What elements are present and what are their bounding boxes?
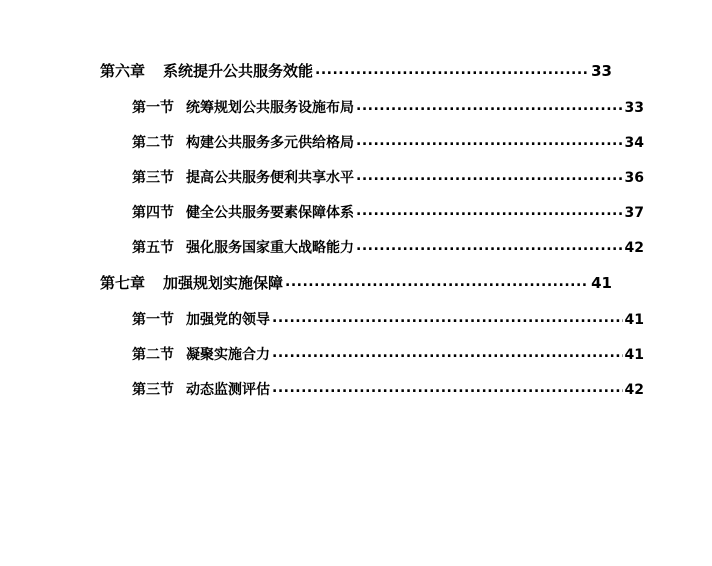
toc-entry-page-number: 33 <box>591 62 612 80</box>
toc-entry[interactable] <box>132 237 644 257</box>
toc-entry-page-number: 42 <box>624 240 644 256</box>
toc-entry[interactable] <box>132 132 644 152</box>
toc-leader-dots <box>272 312 623 326</box>
table-of-contents <box>100 60 644 399</box>
toc-entry-label: 第一节 <box>132 100 174 116</box>
toc-entry-title: 健全公共服务要素保障体系 <box>186 205 354 221</box>
toc-entry-label: 第三节 <box>132 382 174 398</box>
toc-leader-dots <box>356 170 623 184</box>
toc-leader-dots <box>356 100 623 114</box>
toc-entry-label: 第一节 <box>132 312 174 328</box>
toc-leader-dots <box>272 382 623 396</box>
toc-entry-page-number: 41 <box>624 347 644 363</box>
toc-leader-dots <box>285 276 589 291</box>
toc-entry-page-number: 41 <box>591 274 612 292</box>
toc-entry-label: 第六章 <box>100 62 146 80</box>
toc-entry[interactable] <box>132 309 644 329</box>
toc-entry[interactable] <box>100 60 612 81</box>
toc-entry[interactable] <box>132 167 644 187</box>
toc-entry[interactable] <box>132 202 644 222</box>
toc-entry-title: 加强规划实施保障 <box>163 274 284 292</box>
toc-entry-page-number: 34 <box>624 135 644 151</box>
toc-entry-page-number: 42 <box>624 382 644 398</box>
toc-entry-title: 统筹规划公共服务设施布局 <box>186 100 354 116</box>
toc-entry[interactable] <box>132 97 644 117</box>
toc-entry-page-number: 41 <box>624 312 644 328</box>
toc-entry-title: 强化服务国家重大战略能力 <box>186 240 354 256</box>
toc-entry-title: 提高公共服务便利共享水平 <box>186 170 354 186</box>
toc-entry-page-number: 33 <box>624 100 644 116</box>
toc-entry-label: 第二节 <box>132 347 174 363</box>
toc-entry[interactable] <box>132 379 644 399</box>
toc-entry-label: 第七章 <box>100 274 146 292</box>
toc-leader-dots <box>356 205 623 219</box>
toc-entry-title: 动态监测评估 <box>186 382 270 398</box>
toc-entry-label: 第三节 <box>132 170 174 186</box>
toc-entry-label: 第五节 <box>132 240 174 256</box>
toc-entry[interactable] <box>132 344 644 364</box>
toc-entry-title: 加强党的领导 <box>186 312 270 328</box>
toc-leader-dots <box>356 135 623 149</box>
toc-leader-dots <box>272 347 623 361</box>
toc-entry-title: 构建公共服务多元供给格局 <box>186 135 354 151</box>
toc-entry-title: 凝聚实施合力 <box>186 347 270 363</box>
toc-entry-page-number: 36 <box>624 170 644 186</box>
toc-entry-page-number: 37 <box>624 205 644 221</box>
toc-leader-dots <box>356 240 623 254</box>
toc-entry-label: 第二节 <box>132 135 174 151</box>
toc-entry-label: 第四节 <box>132 205 174 221</box>
toc-leader-dots <box>315 64 589 79</box>
toc-entry[interactable] <box>100 272 612 293</box>
toc-entry-title: 系统提升公共服务效能 <box>163 62 314 80</box>
